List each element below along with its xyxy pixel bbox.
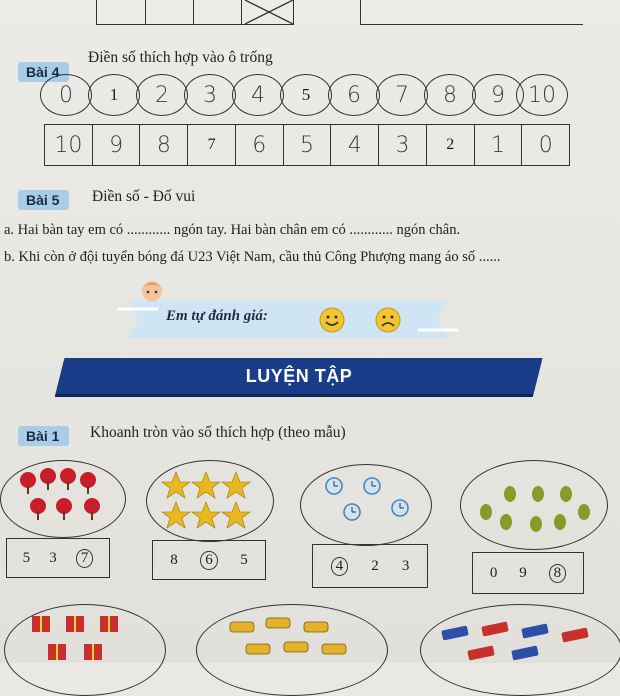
sad-face-icon [374,306,402,334]
exercise-1-badge: Bài 1 [18,426,69,446]
number-circle: 0 [40,74,92,116]
pear-icons [476,472,592,542]
exercise-4-instruction: Điền số thích hợp vào ô trống [88,49,273,66]
option-number-circled[interactable]: 6 [200,551,218,570]
number-circle: 2 [136,74,188,116]
cross-mark [245,0,293,24]
number-circle: 5 [280,74,332,116]
exercise-5-instruction: Điền số - Đố vui [92,188,196,205]
option-number-circled[interactable]: 7 [76,549,94,568]
number-box: 5 [284,125,332,165]
option-number[interactable]: 9 [519,564,527,581]
number-box: 3 [379,125,427,165]
answer-options-box [6,538,110,578]
option-number[interactable]: 2 [371,557,379,574]
number-box: 1 [475,125,523,165]
number-box: 9 [93,125,141,165]
option-number[interactable]: 8 [170,551,178,568]
number-circle: 6 [328,74,380,116]
answer-options-box [152,540,266,580]
number-box: 10 [45,125,93,165]
number-box: 7 [188,125,236,165]
option-number[interactable]: 5 [22,549,31,566]
happy-face-icon [318,306,346,334]
number-box: 4 [331,125,379,165]
exercise-5-badge: Bài 5 [18,190,69,210]
eraser-icons [438,620,608,663]
star-icons [160,470,260,534]
self-eval-label: Em tự đánh giá: [166,308,268,324]
tree-icons [14,466,114,530]
option-number[interactable]: 3 [49,549,57,566]
number-circles-row [40,74,570,116]
number-circle: 1 [88,74,140,116]
number-circle: 9 [472,74,524,116]
number-circle: 7 [376,74,428,116]
answer-options-box [472,552,584,594]
number-box: 0 [538,132,553,158]
alarm-clock-icons [318,472,418,536]
number-circle: 8 [424,74,476,116]
option-number[interactable]: 0 [489,564,498,581]
number-circle: 10 [516,74,568,116]
number-boxes-row [44,124,570,166]
top-grid-left [96,0,294,25]
section-title: LUYỆN TẬP [245,366,353,386]
number-box: 6 [236,125,284,165]
option-number-circled[interactable]: 8 [549,564,567,583]
number-box: 2 [427,125,475,165]
option-number-circled[interactable]: 4 [331,557,349,576]
answer-options-box [312,544,428,588]
option-number[interactable]: 5 [240,551,248,568]
exercise-5-line-a: a. Hai bàn tay em có ............ ngón tay. Hai bàn chân em có ............ ngón chân. [4,222,461,238]
exercise-1-instruction: Khoanh tròn vào số thích hợp (theo mẫu) [90,424,346,441]
number-box: 8 [140,125,188,165]
gift-box-icons [28,614,138,663]
exercise-4-badge: Bài 4 [18,62,69,82]
option-number[interactable]: 3 [401,557,410,574]
top-grid-right [360,0,583,25]
girl-mascot-icon [137,276,167,306]
number-circle: 4 [232,74,284,116]
car-icons [226,616,366,663]
number-circle: 3 [184,74,236,116]
exercise-5-line-b: b. Khi còn ở đội tuyển bóng đá U23 Việt Nam, cầu thủ Công Phượng mang áo số ...... [4,249,501,265]
